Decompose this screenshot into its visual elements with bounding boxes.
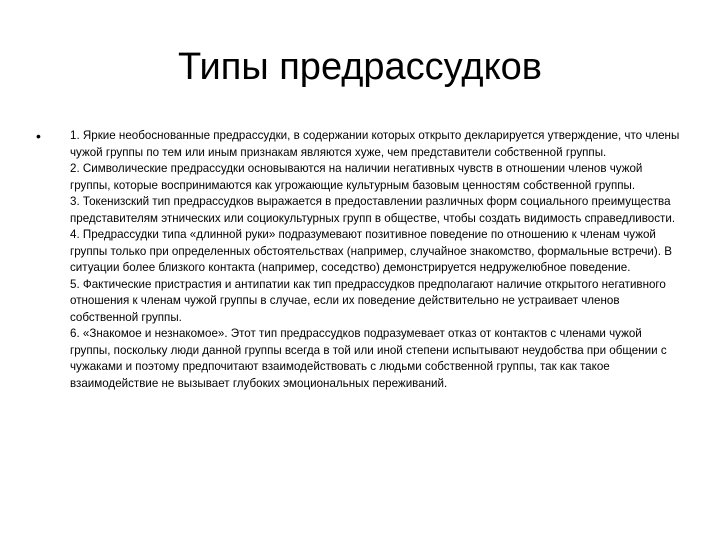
bullet-marker: • (36, 128, 41, 144)
paragraph-type-1: 1. Яркие необоснованные предрассудки, в содержании которых открыто декларируется утверждение, что члены чужой группы по тем или иным признакам являются хуже, чем представители собственной группы. (70, 129, 680, 159)
paragraph-type-5: 5. Фактические пристрастия и антипатии как тип предрассудков предполагают наличие открытого негативного отношения к членам чужой группы в случае, если их поведение действительно не устраивает членов собственной группы. (70, 277, 666, 324)
slide-title: Типы предрассудков (178, 46, 542, 88)
paragraph-type-4: 4. Предрассудки типа «длинной руки» подразумевают позитивное поведение по отношению к членам чужой группы только при определенных обстоятельствах (например, случайное знакомство, формальные встречи). В ситуации более близкого контакта (например, соседство) демонстрируется недружелюбное поведение. (70, 228, 672, 274)
paragraph-type-2: 2. Символические предрассудки основываются на наличии негативных чувств в отношении членов чужой группы, которые воспринимаются как угрожающие культурным базовым ценностям собственной группы. (70, 162, 643, 192)
paragraph-type-6: 6. «Знакомое и незнакомое». Этот тип предрассудков подразумевает отказ от контактов с членами чужой группы, поскольку люди данной группы всегда в той или иной степени испытывают неудобства при общении с чужаками и поэтому предпочитают взаимодействовать с людьми собственной группы, так как такое взаимодействие не вызывает глубоких эмоциональных переживаний. (70, 327, 667, 390)
slide-body (70, 128, 682, 392)
paragraph-type-3: 3. Токенизский тип предрассудков выражается в предоставлении различных форм социального преимущества представителям этнических или социокультурных групп в обществе, чтобы создать видимость справедливости. (70, 195, 676, 225)
